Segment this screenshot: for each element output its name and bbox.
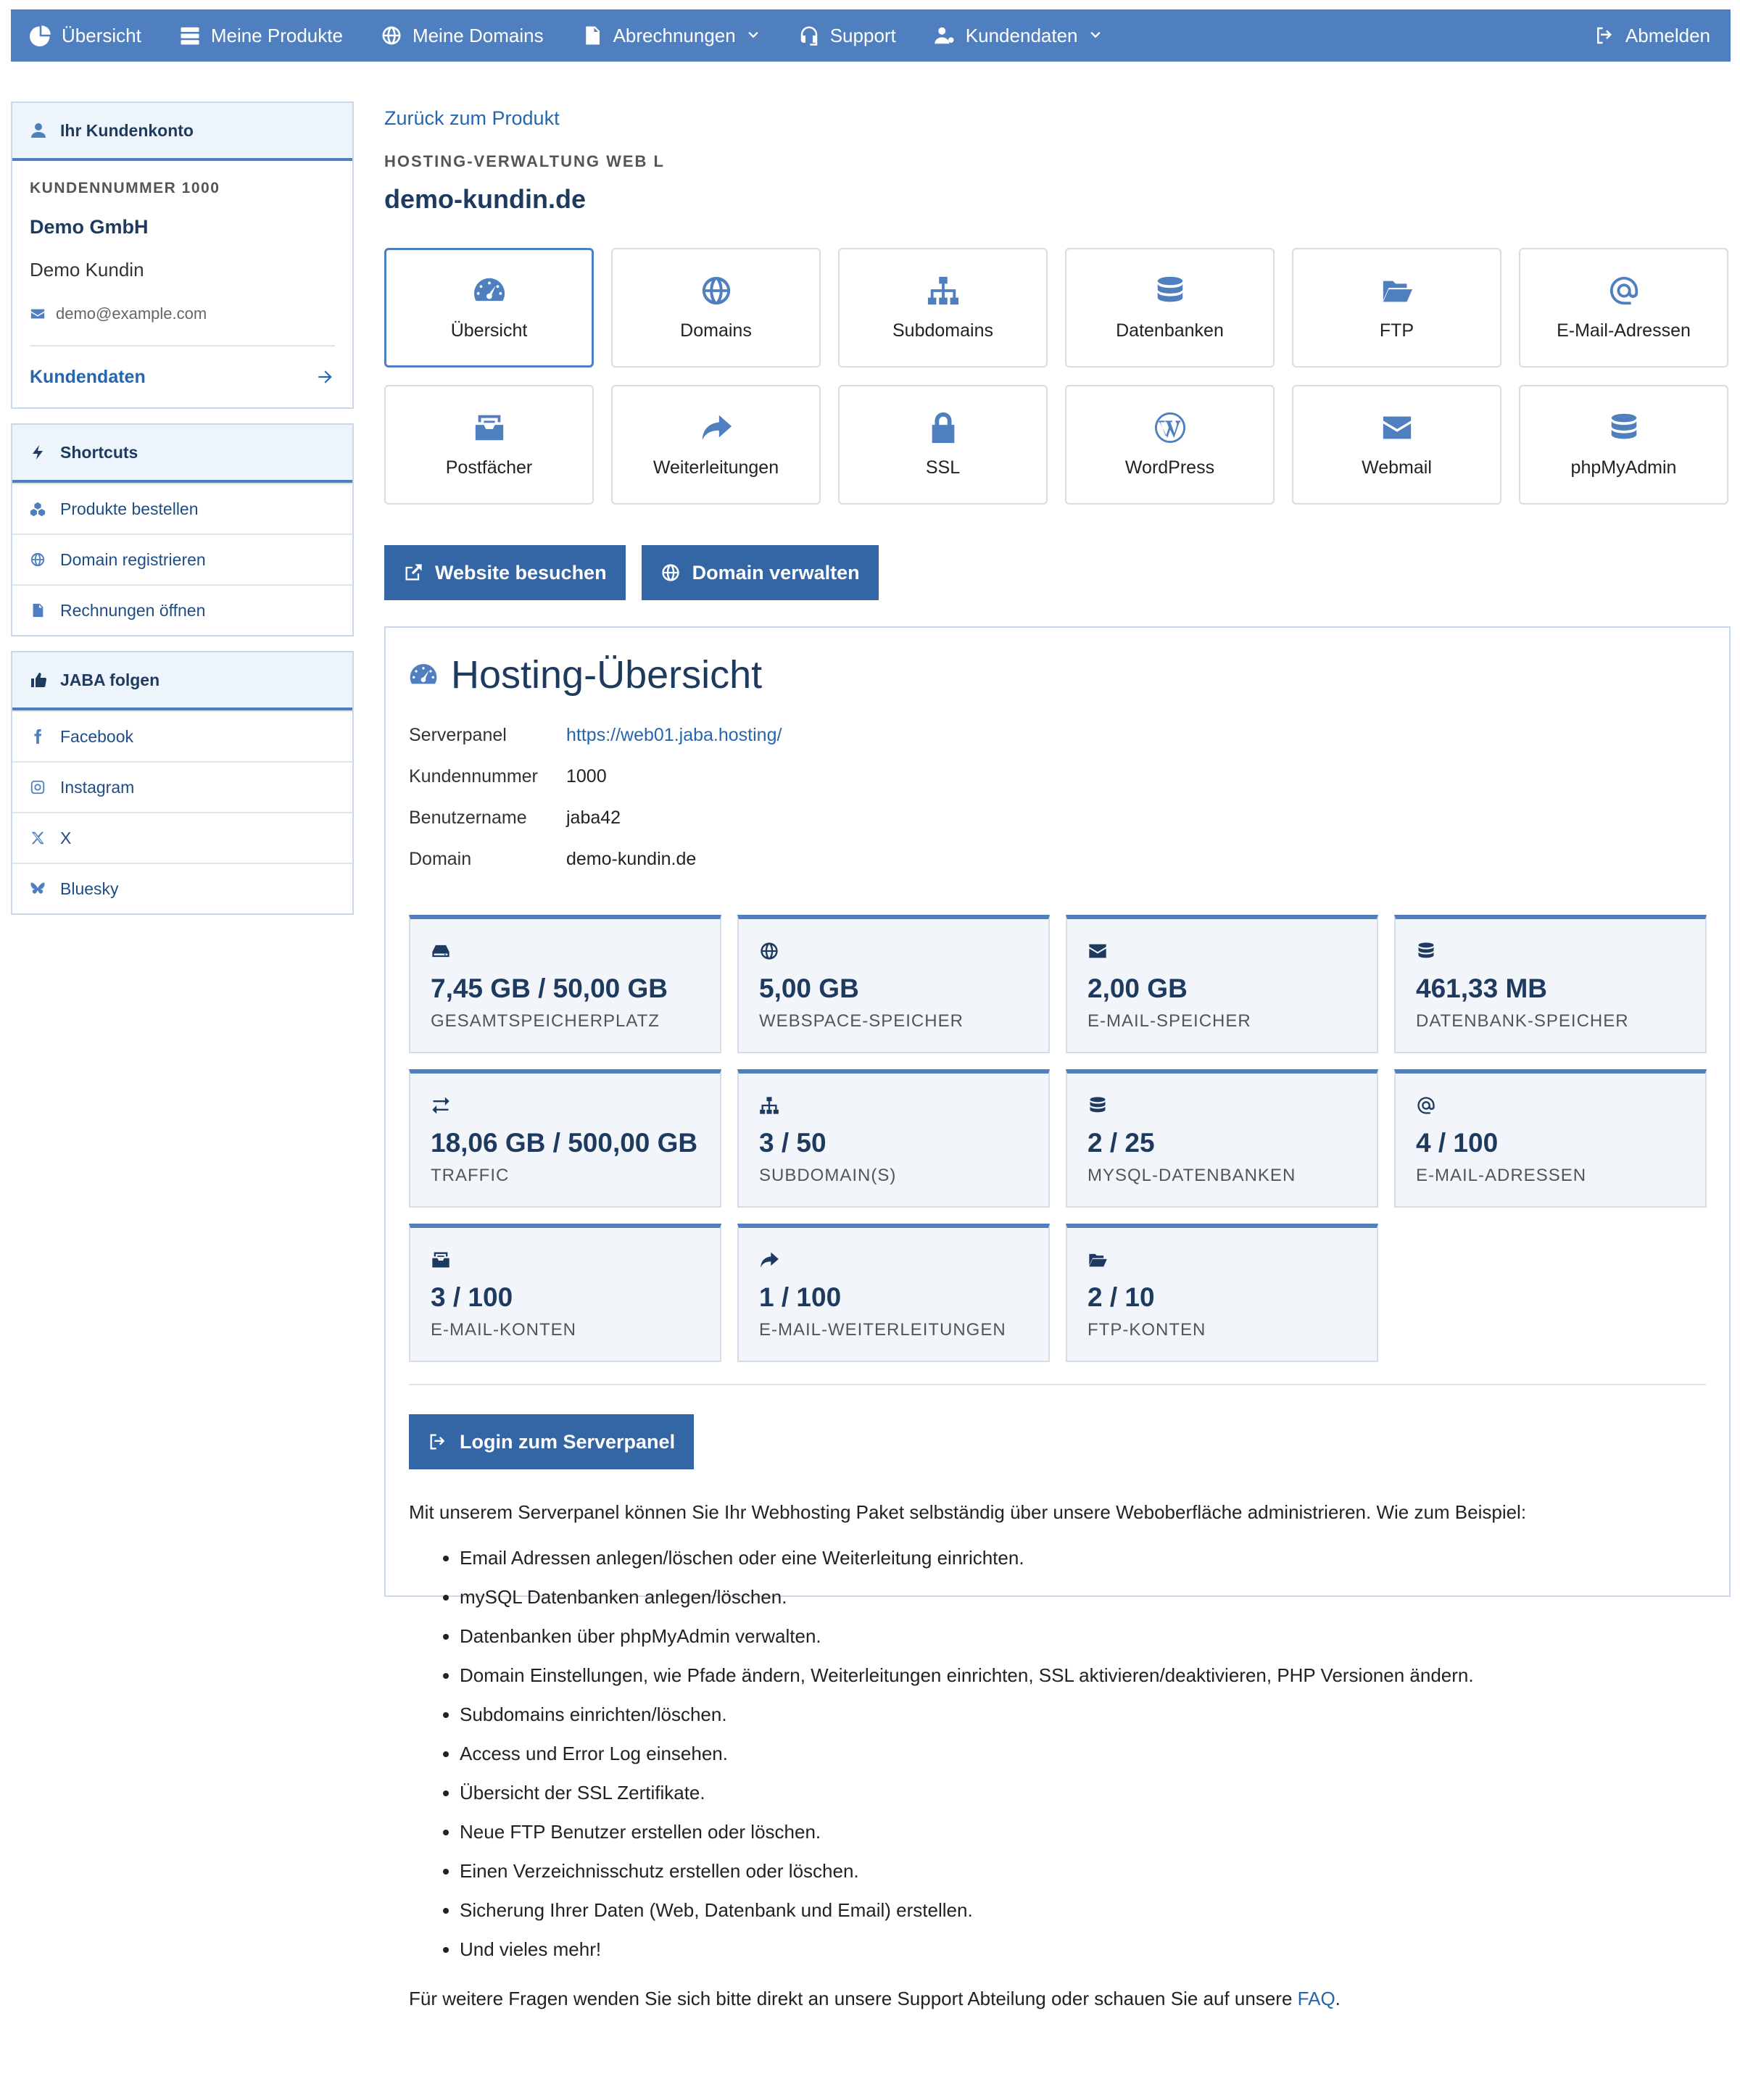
shortcut-rechnungen-oeffnen[interactable] bbox=[12, 584, 352, 635]
at-icon bbox=[1607, 274, 1641, 307]
stat-label: TRAFFIC bbox=[431, 1166, 510, 1185]
list-item: • Email Adressen anlegen/löschen oder eine Weiterleitung einrichten. bbox=[460, 1545, 1706, 1585]
login-serverpanel-button[interactable] bbox=[409, 1414, 694, 1469]
list-item: • Einen Verzeichnisschutz erstellen oder löschen. bbox=[460, 1859, 1706, 1898]
shortcut-label: Domain registrieren bbox=[60, 549, 206, 569]
info-label: Serverpanel bbox=[409, 725, 507, 745]
shortcuts-panel bbox=[11, 423, 354, 636]
follow-label: Bluesky bbox=[60, 879, 119, 898]
tile-label: phpMyAdmin bbox=[1570, 457, 1677, 478]
cubes-icon bbox=[30, 501, 46, 517]
nav-label: Meine Produkte bbox=[210, 24, 343, 46]
info-label: Benutzername bbox=[409, 808, 527, 828]
visit-website-label: Website besuchen bbox=[435, 561, 607, 584]
nav-label: Abrechnungen bbox=[613, 24, 736, 46]
list-item: • mySQL Datenbanken anlegen/löschen. bbox=[460, 1585, 1706, 1624]
tile-datenbanken[interactable] bbox=[1065, 248, 1275, 368]
feature-list bbox=[409, 1545, 1706, 1976]
tile-weiterleitungen[interactable] bbox=[611, 385, 821, 505]
gauge-icon bbox=[409, 660, 438, 689]
bluesky-icon bbox=[30, 881, 46, 897]
globe-icon bbox=[381, 25, 402, 46]
tile-label: Webmail bbox=[1362, 457, 1432, 478]
database-icon bbox=[1153, 274, 1187, 307]
stat-value: 1 / 100 bbox=[759, 1282, 842, 1312]
stat-email-weiterleitungen bbox=[737, 1224, 1050, 1362]
instagram-icon bbox=[30, 779, 46, 795]
shortcut-label: Produkte bestellen bbox=[60, 499, 199, 518]
headset-icon bbox=[798, 25, 820, 46]
serverpanel-link[interactable]: https://web01.jaba.hosting/ bbox=[566, 725, 782, 745]
management-tiles bbox=[384, 248, 1731, 505]
stat-label: E-MAIL-SPEICHER bbox=[1088, 1011, 1251, 1031]
company-name: Demo GmbH bbox=[30, 216, 149, 238]
list-item: • Access und Error Log einsehen. bbox=[460, 1741, 1706, 1780]
stat-value: 5,00 GB bbox=[759, 974, 859, 1003]
hosting-overview-card bbox=[384, 626, 1731, 2009]
list-item: • Subdomains einrichten/löschen. bbox=[460, 1702, 1706, 1741]
nav-kundendaten[interactable] bbox=[915, 9, 1122, 62]
back-to-product-link[interactable]: Zurück zum Produkt bbox=[384, 107, 560, 129]
globe-icon bbox=[660, 563, 681, 583]
outro-end: . bbox=[1335, 1988, 1341, 2009]
share-icon bbox=[759, 1250, 779, 1270]
tile-label: Weiterleitungen bbox=[652, 457, 779, 478]
stat-value: 3 / 100 bbox=[431, 1282, 513, 1312]
external-link-icon bbox=[403, 563, 423, 583]
wordpress-icon bbox=[1153, 411, 1187, 444]
outro-text-body: Für weitere Fragen wenden Sie sich bitte direkt an unsere Support Abteilung oder schauen Sie auf unsere bbox=[409, 1988, 1293, 2009]
follow-label: Facebook bbox=[60, 726, 134, 746]
list-item: • Übersicht der SSL Zertifikate. bbox=[460, 1780, 1706, 1819]
follow-x[interactable] bbox=[12, 812, 352, 863]
stat-label: FTP-KONTEN bbox=[1088, 1320, 1206, 1340]
page-title: demo-kundin.de bbox=[384, 184, 586, 214]
user-gear-icon bbox=[934, 25, 956, 46]
shortcut-domain-registrieren[interactable] bbox=[12, 534, 352, 584]
tile-label: FTP bbox=[1379, 320, 1414, 341]
nav-support[interactable] bbox=[779, 9, 915, 62]
stat-value: 2 / 10 bbox=[1088, 1282, 1155, 1312]
nav-label: Kundendaten bbox=[965, 24, 1078, 46]
stat-value: 18,06 GB / 500,00 GB bbox=[431, 1128, 698, 1158]
nav-meine-produkte[interactable] bbox=[160, 9, 362, 62]
sign-in-icon bbox=[428, 1432, 448, 1452]
info-value: 1000 bbox=[566, 766, 607, 787]
stat-value: 7,45 GB / 50,00 GB bbox=[431, 974, 668, 1003]
sidebar bbox=[11, 101, 354, 929]
inbox-icon bbox=[473, 411, 506, 444]
nav-meine-domains[interactable] bbox=[362, 9, 563, 62]
info-label: Kundennummer bbox=[409, 766, 538, 787]
tile-label: Domains bbox=[680, 320, 752, 341]
arrow-right-icon bbox=[316, 368, 335, 386]
stat-mysql-datenbanken bbox=[1066, 1069, 1378, 1208]
follow-title: JABA folgen bbox=[60, 670, 160, 689]
tile-label: Datenbanken bbox=[1116, 320, 1224, 341]
hosting-eyebrow: HOSTING-VERWALTUNG WEB L bbox=[384, 152, 665, 170]
bolt-icon bbox=[30, 444, 47, 461]
shortcuts-title: Shortcuts bbox=[60, 442, 138, 462]
stat-label: E-MAIL-KONTEN bbox=[431, 1320, 577, 1340]
globe-icon bbox=[759, 941, 779, 961]
nav-abrechnungen[interactable] bbox=[563, 9, 779, 62]
info-row-serverpanel bbox=[409, 715, 1706, 756]
follow-panel bbox=[11, 651, 354, 915]
share-icon bbox=[700, 411, 733, 444]
tile-label: SSL bbox=[925, 457, 961, 478]
account-panel-title: Ihr Kundenkonto bbox=[60, 120, 194, 140]
folder-open-icon bbox=[1380, 274, 1414, 307]
follow-panel-header bbox=[12, 652, 352, 710]
stat-label: E-MAIL-ADRESSEN bbox=[1416, 1166, 1587, 1185]
tile-label: Übersicht bbox=[450, 320, 528, 341]
list-item: • Neue FTP Benutzer erstellen oder löschen. bbox=[460, 1819, 1706, 1859]
thumbs-up-icon bbox=[30, 671, 47, 689]
user-icon bbox=[30, 122, 47, 139]
outro-text bbox=[409, 1988, 1706, 2010]
shortcut-label: Rechnungen öffnen bbox=[60, 600, 206, 620]
account-panel-header bbox=[12, 103, 352, 161]
sign-out-icon bbox=[1594, 25, 1615, 46]
at-icon bbox=[1416, 1095, 1436, 1116]
faq-link[interactable]: FAQ bbox=[1297, 1988, 1335, 2009]
globe-icon bbox=[30, 552, 46, 568]
stat-ftp-konten bbox=[1066, 1224, 1378, 1362]
follow-instagram[interactable] bbox=[12, 761, 352, 812]
sitemap-icon bbox=[759, 1095, 779, 1116]
customer-number: KUNDENNUMMER 1000 bbox=[30, 180, 220, 196]
list-item: • Datenbanken über phpMyAdmin verwalten. bbox=[460, 1624, 1706, 1663]
shortcuts-panel-header bbox=[12, 425, 352, 483]
info-row-benutzername bbox=[409, 797, 1706, 839]
account-panel bbox=[11, 101, 354, 409]
shortcut-produkte-bestellen[interactable] bbox=[12, 483, 352, 534]
divider bbox=[409, 1384, 1706, 1385]
sitemap-icon bbox=[927, 274, 960, 307]
nav-label: Meine Domains bbox=[412, 24, 544, 46]
invoice-icon bbox=[581, 25, 603, 46]
tile-label: E-Mail-Adressen bbox=[1557, 320, 1691, 341]
envelope-icon bbox=[30, 306, 46, 322]
stat-email-speicher bbox=[1066, 915, 1378, 1053]
main-content bbox=[384, 101, 1731, 2009]
chart-pie-icon bbox=[30, 25, 51, 46]
stat-value: 3 / 50 bbox=[759, 1128, 826, 1158]
tile-postfaecher[interactable] bbox=[384, 385, 594, 505]
stat-email-konten bbox=[409, 1224, 721, 1362]
hdd-icon bbox=[431, 941, 451, 961]
top-navigation bbox=[11, 9, 1731, 62]
invoice-icon bbox=[30, 602, 46, 618]
stat-value: 2 / 25 bbox=[1088, 1128, 1155, 1158]
gauge-icon bbox=[473, 274, 506, 307]
card-title bbox=[409, 652, 1706, 697]
envelope-icon bbox=[1088, 941, 1108, 961]
stat-label: DATENBANK-SPEICHER bbox=[1416, 1011, 1629, 1031]
manage-domain-button[interactable] bbox=[642, 545, 879, 600]
inbox-icon bbox=[431, 1250, 451, 1270]
chevron-down-icon bbox=[746, 28, 761, 43]
database-icon bbox=[1088, 1095, 1108, 1116]
follow-facebook[interactable] bbox=[12, 710, 352, 761]
follow-label: Instagram bbox=[60, 777, 135, 797]
action-buttons bbox=[384, 545, 1731, 600]
server-icon bbox=[179, 25, 201, 46]
nav-label: Support bbox=[829, 24, 896, 46]
stat-value: 4 / 100 bbox=[1416, 1128, 1499, 1158]
intro-text: Mit unserem Serverpanel können Sie Ihr Webhosting Paket selbständig über unsere Weboberfläche administrieren. Wie zum Beispiel: bbox=[409, 1501, 1527, 1523]
info-row-domain bbox=[409, 839, 1706, 880]
follow-bluesky[interactable] bbox=[12, 863, 352, 913]
stat-label: E-MAIL-WEITERLEITUNGEN bbox=[759, 1320, 1006, 1340]
email-row bbox=[30, 304, 335, 323]
info-label: Domain bbox=[409, 849, 472, 869]
facebook-icon bbox=[30, 729, 46, 744]
tile-phpmyadmin[interactable] bbox=[1519, 385, 1728, 505]
contact-name: Demo Kundin bbox=[30, 259, 144, 281]
stat-label: MYSQL-DATENBANKEN bbox=[1088, 1166, 1296, 1185]
folder-open-icon bbox=[1088, 1250, 1108, 1270]
email-text: demo@example.com bbox=[56, 304, 207, 323]
list-item: • Domain Einstellungen, wie Pfade ändern, Weiterleitungen einrichten, SSL aktivieren/deaktivieren, PHP Versionen ändern. bbox=[460, 1663, 1706, 1702]
nav-label: Abmelden bbox=[1625, 24, 1710, 46]
info-row-kundennummer bbox=[409, 756, 1706, 797]
tile-email-adressen[interactable] bbox=[1519, 248, 1728, 368]
card-title-text: Hosting-Übersicht bbox=[451, 653, 763, 697]
follow-label: X bbox=[60, 828, 72, 847]
nav-label: Übersicht bbox=[62, 24, 141, 46]
stat-label: WEBSPACE-SPEICHER bbox=[759, 1011, 964, 1031]
stat-datenbank-speicher bbox=[1394, 915, 1707, 1053]
hosting-info bbox=[409, 715, 1706, 880]
stat-gesamtspeicher bbox=[409, 915, 721, 1053]
stat-email-adressen bbox=[1394, 1069, 1707, 1208]
stat-subdomains bbox=[737, 1069, 1050, 1208]
info-value: jaba42 bbox=[566, 808, 621, 828]
stat-traffic bbox=[409, 1069, 721, 1208]
login-serverpanel-label: Login zum Serverpanel bbox=[460, 1430, 676, 1453]
lock-icon bbox=[927, 411, 960, 444]
envelope-icon bbox=[1380, 411, 1414, 444]
exchange-icon bbox=[431, 1095, 451, 1116]
database-icon bbox=[1416, 941, 1436, 961]
tile-domains[interactable] bbox=[611, 248, 821, 368]
visit-website-button[interactable] bbox=[384, 545, 626, 600]
tile-uebersicht[interactable] bbox=[384, 248, 594, 368]
info-value: demo-kundin.de bbox=[566, 849, 697, 869]
tile-label: WordPress bbox=[1124, 457, 1215, 478]
list-item: • Sicherung Ihrer Daten (Web, Datenbank und Email) erstellen. bbox=[460, 1898, 1706, 1937]
stat-webspace bbox=[737, 915, 1050, 1053]
kundendaten-link[interactable] bbox=[30, 345, 335, 407]
tile-wordpress[interactable] bbox=[1065, 385, 1275, 505]
tile-label: Postfächer bbox=[445, 457, 533, 478]
stat-value: 2,00 GB bbox=[1088, 974, 1188, 1003]
kundendaten-link-label: Kundendaten bbox=[30, 366, 146, 387]
tile-ssl[interactable] bbox=[838, 385, 1048, 505]
stat-label: GESAMTSPEICHERPLATZ bbox=[431, 1011, 660, 1031]
list-item: • Und vieles mehr! bbox=[460, 1937, 1706, 1976]
account-body bbox=[12, 161, 352, 407]
globe-icon bbox=[700, 274, 733, 307]
chevron-down-icon bbox=[1088, 28, 1103, 43]
manage-domain-label: Domain verwalten bbox=[692, 561, 860, 584]
database-icon bbox=[1607, 411, 1641, 444]
stat-label: SUBDOMAIN(S) bbox=[759, 1166, 897, 1185]
tile-ftp[interactable] bbox=[1292, 248, 1501, 368]
stat-value: 461,33 MB bbox=[1416, 974, 1547, 1003]
tile-webmail[interactable] bbox=[1292, 385, 1501, 505]
tile-label: Subdomains bbox=[892, 320, 993, 341]
nav-logout[interactable] bbox=[1575, 9, 1731, 62]
usage-stats bbox=[409, 915, 1706, 1362]
nav-uebersicht[interactable] bbox=[11, 9, 160, 62]
x-logo-icon bbox=[30, 830, 46, 846]
tile-subdomains[interactable] bbox=[838, 248, 1048, 368]
